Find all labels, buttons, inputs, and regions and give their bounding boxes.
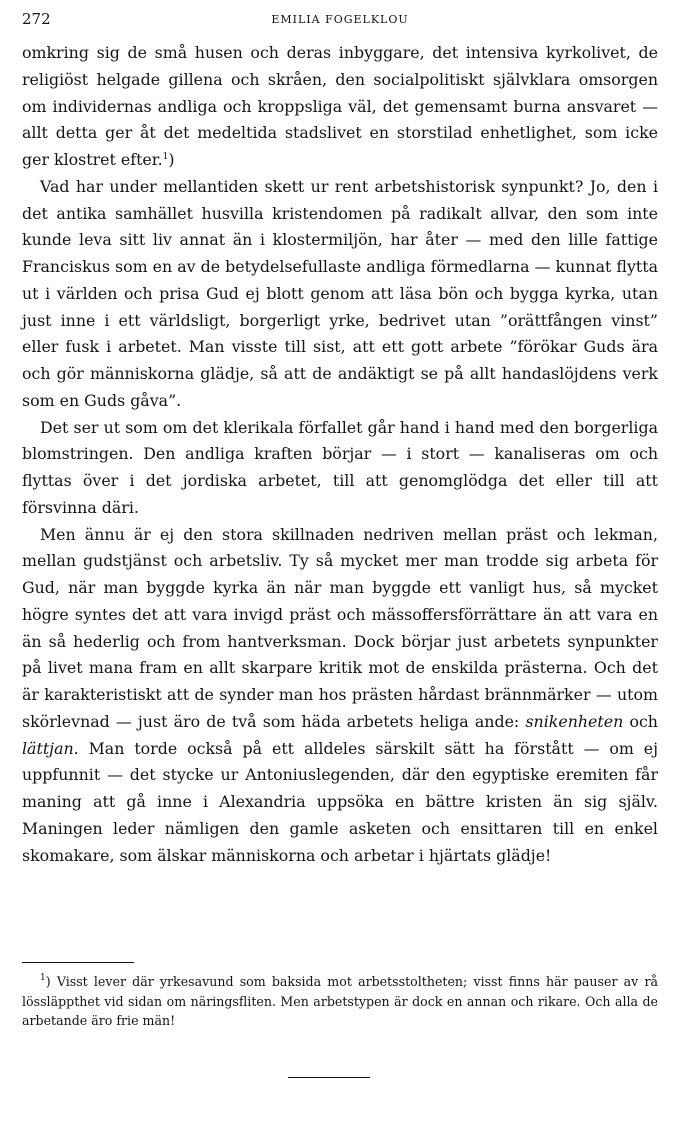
paragraph-4-conjunction: och [629,711,658,731]
paragraph-1-closing: ) [168,150,175,169]
emphasis-snikenheten: snikenheten [525,711,624,731]
paragraph-4-text-start: Men ännu är ej den stora skillnaden nedriven mellan präst och lekman, mellan gudstjänst och arbetsliv. Ty så mycket mer man trodde sig arbeta för Gud, när man byggde kyrka än när man byggde ett vanligt hus, så mycket högre syntes det att vara invigd präst och mässoffersförrättare än att vara en än så hederlig och from hantverksman. Dock börjar just arbetets synpunkter på livet mana fram en allt skarpare kritik mot de enskilda prästerna. Och det är karakteristiskt att de synder man hos prästen hårdast brännmärker — utom skörlevnad — just äro de två som häda arbetets heliga ande: [22,524,658,731]
footnote-1 [22,972,658,1031]
paragraph-3: Det ser ut som om det klerikala förfallet går hand i hand med den borgerliga blomstringen. Den andliga kraften börjar — i stort — kanaliseras om och flyttas över i det jordiska arbetet, till att genomglödga det eller till att försvinna däri. [22,417,658,517]
paragraph-4 [22,522,658,870]
body-text [22,40,658,869]
footnote-marker: 1 [40,973,46,983]
footnote-reference: 1 [162,152,169,162]
page-number: 272 [22,10,51,28]
footnote-divider [22,962,134,963]
paragraph-4-text-end: Man torde också på ett alldeles särskilt sätt ha förstått — om ej uppfunnit — det stycke ur Antoniuslegenden, där den egyptiske eremiten får maning att gå inne i Alexandria uppsöka en bättre kristen än sig själv. Maningen leder nämligen den gamle asketen och ensittaren till en enkel skomakare, som älskar människorna och arbetar i hjärtats glädje! [22,738,658,865]
footnote-1-text: ) Visst lever där yrkesavund som baksida mot arbetsstoltheten; visst finns här pauser av rå lössläppthet vid sidan om näringsfliten. Men arbetstypen är dock en annan och rikare. Och alla de arbetande äro frie män! [22,974,658,1028]
paragraph-2: Vad har under mellantiden skett ur rent arbetshistorisk synpunkt? Jo, den i det antika samhället husvilla kristendomen på radikalt allvar, den som inte kunde leva sitt liv annat än i klostermiljön, har åter — med den lille fattige Franciskus som en av de betydelsefullaste andliga förmedlarna — kunnat flytta ut i världen och prisa Gud ej blott genom att läsa bön och bygga kyrka, utan just inne i ett världsligt, borgerligt yrke, bedrivet utan ”orättfången vinst” eller fusk i arbetet. Man visste till sist, att ett gott arbete ”förökar Guds ära och gör människorna glädje, så att de andäktigt se på allt handaslöjdens verk som en Guds gåva”. [22,176,658,410]
emphasis-lattjan: lättjan. [22,738,79,758]
paragraph-1 [22,40,658,174]
page-header [22,10,658,34]
footnotes [22,972,658,1031]
running-head: EMILIA FOGELKLOU [271,13,409,26]
paragraph-1-text: omkring sig de små husen och deras inbyggare, det intensiva kyrkolivet, de religiöst helgade gillena och skråen, den socialpolitiskt självklara omsorgen om individernas andliga och kroppsliga väl, det gemensamt burna ansvaret — allt detta ger åt det medeltida stadslivet en storstilad enhetlighet, som icke ger klostret efter. [22,43,658,169]
end-of-page-rule [288,1077,370,1078]
